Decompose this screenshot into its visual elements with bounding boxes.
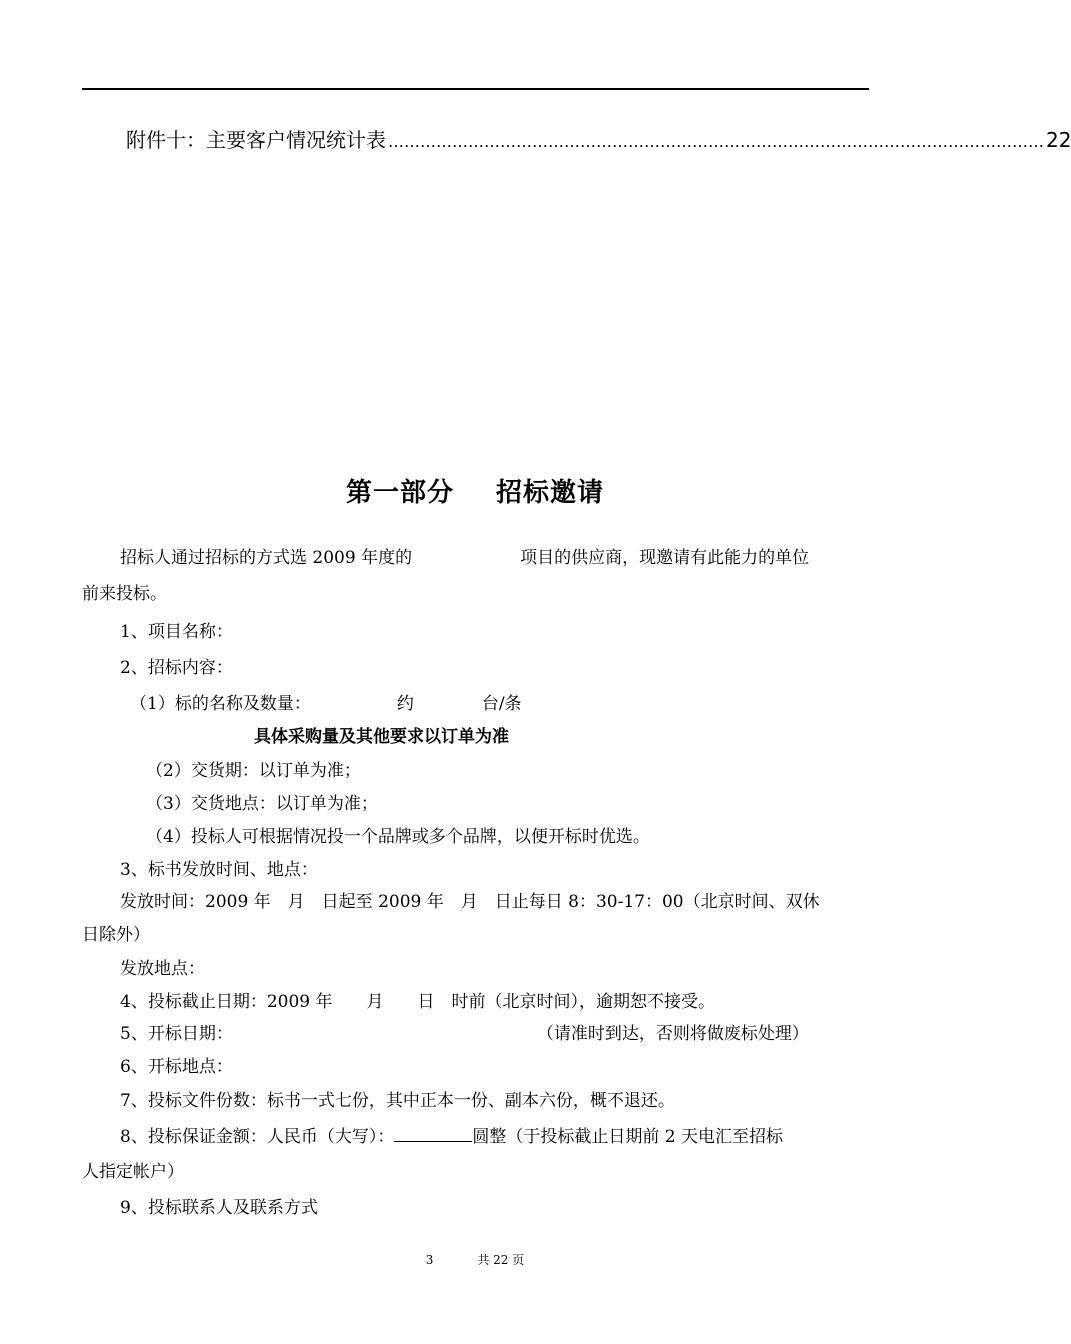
section-heading — [0, 472, 950, 509]
item-project-name: 1、项目名称： — [120, 622, 233, 642]
page-number: 3 — [425, 1253, 434, 1267]
page-total: 共 22 页 — [477, 1253, 525, 1267]
item-delivery-place: （3）交货地点：以订单为准； — [146, 794, 378, 814]
subject-quantity-label: （1）标的名称及数量： — [130, 694, 311, 714]
item-issue-info: 3、标书发放时间、地点： — [120, 860, 318, 880]
deposit-amount-blank — [394, 1127, 472, 1142]
deposit-label: 8、投标保证金额：人民币（大写）： — [120, 1127, 395, 1147]
opening-date-label: 5、开标日期： — [120, 1024, 233, 1044]
issue-place: 发放地点： — [120, 959, 205, 979]
page-footer — [0, 1251, 950, 1268]
subject-quantity-unit: 台/条 — [481, 694, 522, 714]
item-contact: 9、投标联系人及联系方式 — [120, 1198, 318, 1218]
purchase-note: 具体采购量及其他要求以订单为准 — [254, 727, 509, 747]
section-part: 第一部分 — [345, 478, 454, 508]
toc-entry-page: 22 — [1046, 128, 1071, 152]
section-title: 招标邀请 — [496, 478, 605, 508]
item-opening-place: 6、开标地点： — [120, 1057, 233, 1077]
intro-line-2: 前来投标。 — [82, 584, 167, 604]
item-copies: 7、投标文件份数：标书一式七份，其中正本一份、副本六份，概不退还。 — [120, 1091, 675, 1111]
item-brand-option: （4）投标人可根据情况投一个品牌或多个品牌，以便开标时优选。 — [146, 827, 650, 847]
item-delivery-period: （2）交货期：以订单为准； — [146, 761, 361, 781]
item-deadline: 4、投标截止日期：2009 年 月 日 时前（北京时间），逾期恕不接受。 — [120, 992, 715, 1012]
subject-quantity-approx: 约 — [396, 694, 414, 714]
item-bid-content: 2、招标内容： — [120, 658, 233, 678]
toc-entry-label: 附件十：主要客户情况统计表 — [126, 128, 386, 152]
intro-text-b: 项目的供应商，现邀请有此能力的单位 — [520, 548, 810, 568]
item-opening-date — [120, 1019, 809, 1044]
header-rule — [82, 88, 869, 90]
toc-entry[interactable] — [126, 124, 1071, 153]
intro-line-1 — [120, 543, 809, 568]
deposit-note: 圆整（于投标截止日期前 2 天电汇至招标 — [472, 1127, 783, 1147]
toc-leader-dots: …………………………………………………………………………………………………………… — [388, 132, 1044, 151]
item-deposit — [120, 1122, 783, 1147]
intro-text-a: 招标人通过招标的方式选 2009 年度的 — [120, 548, 413, 568]
issue-time-line-2: 日除外） — [82, 925, 150, 945]
issue-time-line-1: 发放时间：2009 年 月 日起至 2009 年 月 日止每日 8：30-17：00（北京时间、双休 — [120, 892, 820, 912]
item-subject-quantity — [130, 689, 522, 714]
opening-date-note: （请准时到达，否则将做废标处理） — [536, 1024, 809, 1044]
deposit-note-cont: 人指定帐户） — [82, 1162, 184, 1182]
